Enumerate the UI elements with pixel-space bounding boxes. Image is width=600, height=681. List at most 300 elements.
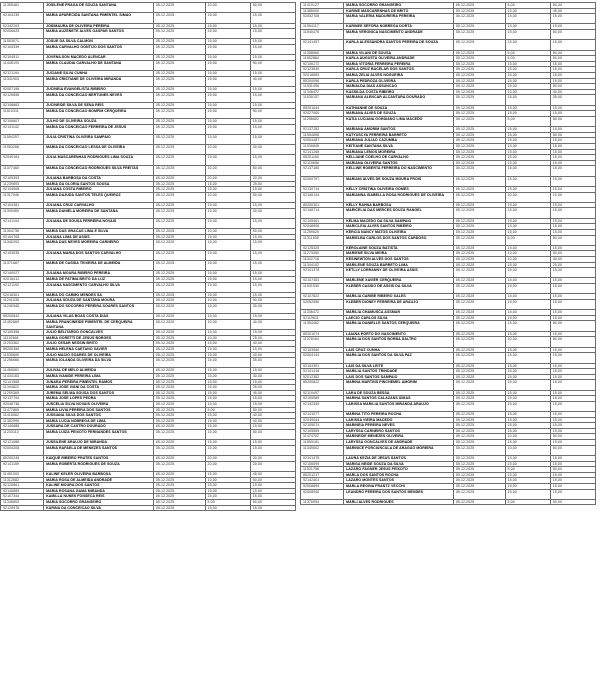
- cell-value2: 15,00: [250, 292, 295, 298]
- cell-name: KARINE MASCARENHAS DE BRITO: [344, 8, 454, 14]
- cell-value1: 15,00: [205, 181, 250, 187]
- cell-value2: 35,00: [250, 358, 295, 368]
- cell-value1: 15,00: [505, 73, 550, 79]
- cell-name: MARIA RAFAELA DE MENEZES SANTOS: [44, 445, 154, 455]
- table-row[interactable]: [1, 250, 296, 260]
- cell-value1: 15,00: [505, 294, 550, 300]
- table-row[interactable]: [1, 108, 296, 118]
- table-row[interactable]: [1, 304, 296, 314]
- cell-value1: 10,00: [205, 477, 250, 483]
- table-row[interactable]: [301, 14, 596, 24]
- cell-name: MARILIA DANIELLE SANTOS CERQUEIRA: [344, 321, 454, 331]
- cell-value1: 10,00: [505, 251, 550, 257]
- cell-date: 05.12.2025: [153, 456, 205, 462]
- cell-value2: 15,00: [250, 240, 295, 250]
- cell-date: 05.12.2025: [453, 245, 505, 251]
- cell-value1: 15,00: [505, 489, 550, 499]
- table-row[interactable]: [301, 321, 596, 331]
- cell-date: 05.12.2025: [453, 127, 505, 133]
- cell-value1: 15,00: [505, 347, 550, 353]
- cell-value2: 40,00: [250, 208, 295, 218]
- cell-value2: 30,00: [250, 304, 295, 314]
- cell-id: 11259525: [301, 229, 344, 235]
- table-row[interactable]: [301, 40, 596, 50]
- table-row[interactable]: [301, 235, 596, 245]
- cell-id: 11385000: [301, 8, 344, 14]
- cell-date: 05.12.2025: [453, 428, 505, 434]
- cell-id: 85201160: [301, 155, 344, 161]
- table-row[interactable]: [1, 13, 296, 23]
- cell-value1: 15,00: [505, 423, 550, 429]
- cell-name: JUSSIANA SILVA DOS SANTOS: [44, 413, 154, 419]
- cell-name: MARIA ROBERTA RODRIGUES DE SOUZA: [44, 461, 154, 471]
- cell-date: 05.12.2025: [453, 14, 505, 24]
- cell-value1: 15,00: [205, 71, 250, 77]
- cell-name: JULIA MASCARENHAS RODRIGUES LIMA SOUZA: [44, 155, 154, 165]
- cell-id: 85200642: [1, 314, 44, 320]
- cell-value1: 15,00: [505, 105, 550, 111]
- cell-date: 05.12.2025: [453, 111, 505, 117]
- cell-value2: 40,00: [550, 89, 595, 95]
- cell-date: 05.12.2025: [153, 176, 205, 182]
- cell-value1: 20,00: [205, 461, 250, 471]
- cell-id: 92141378: [301, 268, 344, 278]
- cell-date: 05.12.2025: [153, 390, 205, 396]
- cell-date: 05.12.2025: [453, 73, 505, 79]
- table-row[interactable]: [1, 29, 296, 39]
- cell-id: 92104708: [1, 234, 44, 240]
- table-row[interactable]: [1, 358, 296, 368]
- table-row[interactable]: [301, 299, 596, 309]
- cell-value1: 10,00: [505, 434, 550, 440]
- cell-id: 11311535: [301, 235, 344, 245]
- cell-value2: 15,00: [550, 208, 595, 218]
- cell-value2: 15,00: [250, 282, 295, 292]
- cell-date: 05.12.2025: [153, 60, 205, 70]
- cell-id: 11346893: [1, 500, 44, 506]
- cell-value2: 25,00: [250, 335, 295, 341]
- cell-name: MARLENE XAVIER CERQUEIRA: [344, 278, 454, 284]
- table-row[interactable]: [1, 45, 296, 55]
- cell-name: MARIELBA CARLOS DOS SANTOS CARDOSO: [344, 235, 454, 245]
- cell-value2: 50,00: [550, 434, 595, 440]
- cell-id: 11370994: [301, 499, 344, 505]
- cell-value2: 15,00: [550, 294, 595, 300]
- cell-name: JUSCELIA SILVA NOVAIS OLIVEIRA: [44, 402, 154, 408]
- left-table-column: [0, 2, 296, 681]
- table-row[interactable]: [301, 208, 596, 218]
- listing-table-right-body: [301, 3, 596, 505]
- cell-name: JULIO MACIO SOARES DE OLIVEIRA: [44, 352, 154, 358]
- table-row[interactable]: [1, 92, 296, 102]
- cell-id: 11273050: [301, 251, 344, 257]
- table-row[interactable]: [301, 337, 596, 347]
- table-row[interactable]: [1, 218, 296, 228]
- cell-name: MARIA ROSA DE ALMEIDA ANDRADE: [44, 477, 154, 483]
- cell-id: 92008894: [301, 483, 344, 489]
- cell-value1: 15,00: [505, 186, 550, 192]
- cell-value2: 15,00: [550, 347, 595, 353]
- cell-name: KALINE MOURA DOS SANTOS: [44, 483, 154, 489]
- cell-value1: 20,00: [205, 456, 250, 462]
- cell-value2: 50,00: [550, 445, 595, 455]
- cell-date: 05.12.2025: [153, 145, 205, 155]
- table-row[interactable]: [1, 208, 296, 218]
- table-row[interactable]: [301, 284, 596, 294]
- cell-date: 05.12.2025: [453, 166, 505, 176]
- table-row[interactable]: [1, 155, 296, 165]
- cell-value1: 15,00: [205, 124, 250, 134]
- cell-value1: 15,00: [505, 132, 550, 138]
- cell-value1: 15,00: [205, 445, 250, 455]
- cell-name: MARIA VITORIA FERREIRA PEREIRA: [344, 61, 454, 67]
- table-row[interactable]: [1, 445, 296, 455]
- cell-name: LARYSSA GONCALVES DE ANDRADE: [344, 440, 454, 446]
- cell-date: 05.12.2025: [453, 229, 505, 235]
- cell-date: 05.12.2025: [153, 335, 205, 341]
- cell-name: KETLLY LORRANNY DE OLIVEIRA ASSIS: [344, 268, 454, 278]
- cell-value1: 15,00: [505, 84, 550, 90]
- cell-value2: 15,00: [250, 134, 295, 144]
- cell-date: 05.12.2025: [153, 319, 205, 329]
- cell-date: 05.12.2025: [453, 268, 505, 278]
- table-row[interactable]: [301, 401, 596, 411]
- cell-date: 05.12.2025: [453, 50, 505, 56]
- cell-id: 92008940: [301, 489, 344, 499]
- cell-id: 85200056: [301, 78, 344, 84]
- cell-value2: 15,00: [550, 412, 595, 418]
- table-row[interactable]: [1, 124, 296, 134]
- cell-id: 92106099: [301, 461, 344, 467]
- table-row[interactable]: [301, 489, 596, 499]
- cell-id: 92009797: [301, 176, 344, 186]
- table-row[interactable]: [301, 499, 596, 505]
- cell-date: 05.12.2025: [453, 412, 505, 418]
- listing-table-left-body: [1, 3, 296, 511]
- cell-value2: 15,00: [550, 218, 595, 224]
- cell-value1: 15,00: [505, 390, 550, 396]
- table-row[interactable]: [1, 134, 296, 144]
- cell-id: 11336472: [301, 310, 344, 316]
- cell-value1: 15,00: [505, 160, 550, 166]
- cell-name: KARLA AUGUSTA OLIVEIRA ANDRADE: [344, 56, 454, 62]
- table-row[interactable]: [1, 165, 296, 175]
- cell-date: 05.12.2025: [153, 240, 205, 250]
- cell-value2: 15,00: [550, 440, 595, 446]
- cell-id: 11233110: [1, 430, 44, 440]
- cell-value1: 15,00: [205, 494, 250, 500]
- cell-value2: 15,00: [550, 374, 595, 380]
- cell-value2: 50,00: [550, 467, 595, 473]
- cell-value1: 10,00: [505, 89, 550, 95]
- cell-value1: 15,00: [505, 224, 550, 230]
- cell-name: JOVENILSON MACEDO ALENCAR: [44, 55, 154, 61]
- cell-value1: 15,00: [205, 505, 250, 511]
- cell-id: 92104239: [1, 13, 44, 23]
- cell-value1: 15,00: [205, 103, 250, 109]
- cell-value1: 15,00: [505, 284, 550, 294]
- table-row[interactable]: [301, 176, 596, 186]
- cell-date: 05.12.2025: [453, 278, 505, 284]
- cell-name: KASSILDA COSTA RIBEIRO: [344, 89, 454, 95]
- cell-date: 05.12.2025: [153, 500, 205, 506]
- cell-value1: 15,00: [505, 417, 550, 423]
- table-row[interactable]: [1, 319, 296, 329]
- cell-value2: 15,00: [550, 14, 595, 24]
- cell-name: KATIA LUCIANA GORDIANO LIMA MACEDO: [344, 116, 454, 126]
- cell-value2: 15,00: [550, 186, 595, 192]
- cell-value1: 15,00: [505, 111, 550, 117]
- cell-value1: 15,00: [205, 374, 250, 380]
- cell-name: MARINEIDE MENEZES OLIVEIRA: [344, 434, 454, 440]
- cell-value1: 10,00: [505, 192, 550, 202]
- cell-date: 05.12.2025: [453, 24, 505, 30]
- cell-date: 05.12.2025: [153, 379, 205, 385]
- cell-id: 11554898: [301, 132, 344, 138]
- cell-id: 11553181: [301, 440, 344, 446]
- cell-value1: 15,00: [205, 76, 250, 86]
- cell-value2: 25,00: [250, 385, 295, 391]
- cell-value2: 15,00: [250, 276, 295, 282]
- cell-id: 11452669: [1, 319, 44, 329]
- cell-date: 05.12.2025: [453, 434, 505, 440]
- table-row[interactable]: [1, 240, 296, 250]
- cell-name: MARLA REGINA FRANTZ VECCHI: [344, 483, 454, 489]
- cell-value2: 15,00: [550, 363, 595, 369]
- cell-id: 92141194: [1, 218, 44, 228]
- cell-date: 05.12.2025: [153, 3, 205, 13]
- cell-name: LAZARO FAGNER JESUS PEIXOTO: [344, 467, 454, 473]
- cell-value2: 35,00: [550, 95, 595, 105]
- cell-date: 05.12.2025: [453, 251, 505, 257]
- table-row[interactable]: [301, 166, 596, 176]
- cell-id: 11530157: [301, 95, 344, 105]
- cell-value1: 15,00: [505, 127, 550, 133]
- cell-date: 05.12.2025: [453, 138, 505, 144]
- cell-id: 92105559: [301, 428, 344, 434]
- cell-value1: 15,00: [505, 262, 550, 268]
- cell-id: 11377460: [1, 165, 44, 175]
- table-row[interactable]: [301, 268, 596, 278]
- cell-date: 05.12.2025: [153, 282, 205, 292]
- cell-id: 11554257: [1, 134, 44, 144]
- cell-value2: 15,00: [550, 224, 595, 230]
- cell-name: MARIA DA CONCEICAO FERREIRA DE JESUS: [44, 124, 154, 134]
- cell-value2: 15,00: [550, 143, 595, 149]
- table-row[interactable]: [1, 76, 296, 86]
- cell-date: 05.12.2025: [453, 455, 505, 461]
- cell-id: 85201044: [301, 105, 344, 111]
- cell-value2: 15,00: [550, 478, 595, 484]
- cell-date: 05.12.2025: [153, 208, 205, 218]
- table-row[interactable]: [301, 95, 596, 105]
- cell-date: 05.12.2025: [153, 477, 205, 483]
- cell-value2: 15,00: [550, 155, 595, 161]
- cell-name: MARIA AUZENETE ALVES GASPAR SANTOS: [44, 29, 154, 39]
- cell-id: 92049044: [301, 417, 344, 423]
- cell-name: MARIA IOLANDA OLIVEIRA DA SILVA: [44, 358, 154, 368]
- table-row[interactable]: [301, 353, 596, 363]
- cell-value2: 15,00: [550, 310, 595, 316]
- cell-value2: 15,00: [250, 39, 295, 45]
- cell-date: 05.12.2025: [453, 483, 505, 489]
- cell-value2: 15,00: [550, 268, 595, 278]
- cell-value2: 50,00: [550, 30, 595, 40]
- cell-value1: 20,00: [205, 176, 250, 182]
- cell-value2: 40,00: [250, 76, 295, 86]
- cell-value1: 15,00: [205, 483, 250, 489]
- cell-value1: 15,00: [205, 390, 250, 396]
- cell-date: 05.12.2025: [453, 461, 505, 467]
- cell-value2: 50,00: [550, 337, 595, 347]
- cell-value2: 40,00: [250, 145, 295, 155]
- table-row[interactable]: [1, 430, 296, 440]
- cell-value2: 15,00: [550, 278, 595, 284]
- cell-value1: 15,00: [205, 23, 250, 29]
- table-row[interactable]: [1, 3, 296, 13]
- cell-id: 92137252: [301, 127, 344, 133]
- cell-value1: 15,00: [205, 218, 250, 228]
- cell-value1: 15,00: [205, 314, 250, 320]
- cell-value1: 15,00: [205, 271, 250, 277]
- cell-value1: 15,00: [205, 240, 250, 250]
- cell-id: 92137794: [1, 396, 44, 402]
- cell-value1: 15,00: [505, 218, 550, 224]
- cell-id: 92141142: [1, 124, 44, 134]
- cell-value1: 15,00: [205, 187, 250, 193]
- cell-id: 92105398: [1, 330, 44, 336]
- cell-value1: 10,00: [205, 229, 250, 235]
- cell-id: 92140927: [1, 271, 44, 277]
- cell-name: LAIS CRUZ CUNHA: [344, 347, 454, 353]
- cell-value2: 50,00: [550, 3, 595, 9]
- cell-value2: 50,00: [550, 235, 595, 245]
- cell-date: 05.12.2025: [153, 430, 205, 440]
- cell-id: 92018883: [301, 73, 344, 79]
- cell-value2: 15,00: [250, 103, 295, 109]
- cell-date: 05.12.2025: [153, 413, 205, 419]
- cell-id: 92141475: [301, 455, 344, 461]
- cell-value1: 10,00: [205, 192, 250, 202]
- cell-value1: 5,00: [205, 407, 250, 413]
- cell-date: 05.12.2025: [453, 89, 505, 95]
- cell-id: 85200822: [301, 380, 344, 390]
- cell-value2: 15,00: [550, 111, 595, 117]
- cell-name: JUSSARA DE CASTRO DOURADO: [44, 424, 154, 430]
- table-row[interactable]: [301, 192, 596, 202]
- cell-value2: 15,00: [250, 396, 295, 402]
- cell-name: KATYUSCYA FERREIRA BARRETO: [344, 132, 454, 138]
- cell-value2: 40,00: [550, 257, 595, 263]
- cell-value1: 15,00: [205, 92, 250, 102]
- cell-name: MARIA DA CONCEICAO BERTUNES NEVES: [44, 92, 154, 102]
- cell-date: 05.12.2025: [153, 440, 205, 446]
- cell-value2: 50,00: [250, 430, 295, 440]
- table-row[interactable]: [1, 282, 296, 292]
- cell-value2: 50,00: [550, 56, 595, 62]
- table-row[interactable]: [1, 60, 296, 70]
- cell-name: MARIANA ALENCAR ALCANTARA DOURADO: [344, 95, 454, 105]
- cell-name: MARIA LUIZA PEIXOTO FERNANDES SANTOS: [44, 430, 154, 440]
- cell-value2: 40,00: [250, 413, 295, 419]
- cell-value1: 15,00: [205, 282, 250, 292]
- cell-name: MARIA CRISTIANE DE OLIVEIRA MIRANDA: [44, 76, 154, 86]
- cell-value1: 15,00: [505, 95, 550, 105]
- cell-value1: 10,00: [205, 319, 250, 329]
- cell-value2: 50,00: [250, 60, 295, 70]
- cell-value1: 15,00: [505, 478, 550, 484]
- cell-value1: 15,00: [505, 396, 550, 402]
- cell-value2: 15,00: [550, 284, 595, 294]
- cell-date: 05.12.2025: [153, 488, 205, 494]
- cell-id: 92141566: [1, 379, 44, 385]
- cell-value1: 15,00: [205, 358, 250, 368]
- cell-value2: 45,00: [250, 390, 295, 396]
- table-row[interactable]: [301, 445, 596, 455]
- cell-date: 05.12.2025: [453, 84, 505, 90]
- table-row[interactable]: [301, 116, 596, 126]
- cell-date: 05.12.2025: [453, 337, 505, 347]
- cell-name: KAMILLA NUNES FONSECA REIS: [44, 494, 154, 500]
- cell-id: 92107622: [301, 294, 344, 300]
- cell-value1: 15,00: [205, 234, 250, 240]
- cell-name: LAIS DOS SANTOS SAMPAIO: [344, 374, 454, 380]
- cell-date: 05.12.2025: [153, 483, 205, 489]
- cell-id: 11419127: [301, 3, 344, 9]
- cell-value2: 15,00: [550, 423, 595, 429]
- cell-value1: 15,00: [205, 261, 250, 271]
- cell-date: 05.12.2025: [453, 3, 505, 9]
- cell-date: 05.12.2025: [153, 218, 205, 228]
- cell-id: 11531496: [301, 84, 344, 90]
- cell-value2: 15,00: [550, 380, 595, 390]
- cell-name: KARLA CRUZ BACELAR DOS SANTOS: [344, 67, 454, 73]
- cell-date: 05.12.2025: [153, 407, 205, 413]
- cell-date: 05.12.2025: [453, 155, 505, 161]
- cell-name: LAIS DA SILVA LEITE: [344, 363, 454, 369]
- cell-name: MARINICE PORCIUNCULA DE ARAGAO MOREIRA: [344, 445, 454, 455]
- cell-name: MARISA NEIDE SOUZA DA SILVA: [344, 461, 454, 467]
- table-row[interactable]: [1, 192, 296, 202]
- cell-id: 11352995: [1, 418, 44, 424]
- cell-id: 92016412: [1, 276, 44, 282]
- table-row[interactable]: [1, 461, 296, 471]
- cell-date: 05.12.2025: [453, 224, 505, 230]
- cell-value2: 15,00: [550, 489, 595, 499]
- cell-value1: 15,00: [505, 455, 550, 461]
- cell-id: 11450061: [1, 368, 44, 374]
- cell-name: KEITIANE SANTANA SILVA: [344, 143, 454, 149]
- cell-value2: 50,00: [250, 477, 295, 483]
- cell-value2: 15,00: [550, 160, 595, 166]
- cell-name: MARIA DO CARMO MENDES SA: [44, 292, 154, 298]
- cell-value1: 15,00: [205, 396, 250, 402]
- cell-name: MARIA CARVALHO GONTIJO DOS SANTOS: [44, 45, 154, 55]
- table-row[interactable]: [1, 261, 296, 271]
- cell-value2: 15,00: [250, 402, 295, 408]
- cell-date: 05.12.2025: [453, 8, 505, 14]
- table-row[interactable]: [301, 30, 596, 40]
- table-row[interactable]: [1, 505, 296, 511]
- cell-value1: 15,00: [205, 39, 250, 45]
- cell-value1: 15,00: [505, 331, 550, 337]
- cell-id: 92140885: [1, 424, 44, 430]
- table-row[interactable]: [301, 380, 596, 390]
- cell-value1: 10,00: [505, 445, 550, 455]
- table-row[interactable]: [1, 145, 296, 155]
- cell-date: 05.12.2025: [453, 321, 505, 331]
- cell-value1: 15,00: [505, 67, 550, 73]
